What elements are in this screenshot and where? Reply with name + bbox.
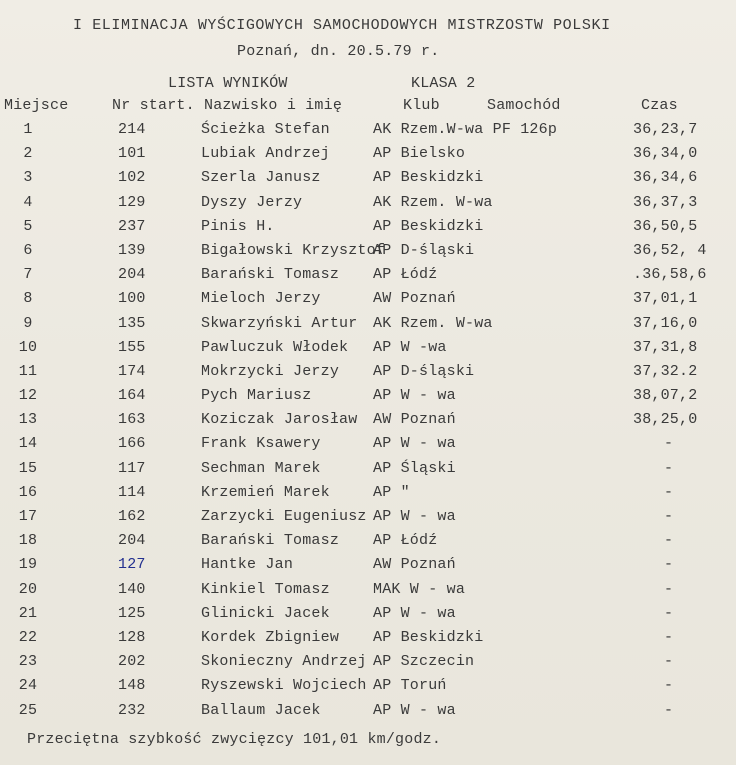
time-cell: 36,23,7 — [633, 121, 698, 138]
name-cell: Ryszewski Wojciech — [201, 677, 367, 695]
class-label: KLASA 2 — [411, 75, 476, 92]
start-number-cell: 117 — [118, 459, 146, 477]
time-cell: - — [664, 532, 674, 550]
club-cell: AP D-śląski — [373, 362, 475, 380]
name-cell: Kordek Zbigniew — [201, 628, 340, 646]
time-cell: 37,31,8 — [633, 338, 698, 356]
table-row — [0, 435, 736, 459]
club-cell: AK Rzem.W-wa PF 126p — [373, 121, 558, 138]
table-row — [0, 363, 736, 387]
time-cell: 36,50,5 — [633, 217, 698, 235]
table-row — [0, 169, 736, 193]
table-row — [0, 532, 736, 556]
place-cell: 11 — [18, 362, 38, 380]
start-number-cell: 214 — [118, 121, 146, 138]
club-cell: AP Łódź — [373, 532, 438, 550]
place-cell: 9 — [23, 314, 33, 332]
start-number-cell: 202 — [118, 653, 146, 671]
club-cell: AP Beskidzki — [373, 169, 484, 187]
club-cell: AP Łódź — [373, 266, 438, 284]
place-cell: 4 — [23, 193, 33, 211]
column-header-place: Miejsce — [4, 97, 69, 114]
time-cell: 37,16,0 — [633, 314, 698, 332]
table-row — [0, 653, 736, 677]
place-cell: 25 — [18, 701, 38, 719]
table-row — [0, 581, 736, 605]
place-cell: 23 — [18, 653, 38, 671]
start-number-cell: 135 — [118, 314, 146, 332]
time-cell: - — [664, 435, 674, 453]
time-cell: - — [664, 508, 674, 525]
time-cell: 38,07,2 — [633, 387, 698, 405]
club-cell: AP Toruń — [373, 677, 447, 695]
name-cell: Koziczak Jarosław — [201, 411, 358, 429]
table-row — [0, 315, 736, 339]
name-cell: Pych Mariusz — [201, 387, 312, 405]
club-cell: AP Beskidzki — [373, 217, 484, 235]
table-row — [0, 339, 736, 363]
table-row — [0, 290, 736, 314]
time-cell: - — [664, 653, 674, 671]
name-cell: Glinicki Jacek — [201, 604, 330, 622]
column-header-time: Czas — [641, 97, 678, 114]
start-number-cell: 237 — [118, 217, 146, 235]
column-header-car: Samochód — [487, 97, 561, 114]
place-cell: 12 — [18, 387, 38, 405]
start-number-cell: 163 — [118, 411, 146, 429]
place-cell: 10 — [18, 338, 38, 356]
club-cell: AW Poznań — [373, 556, 456, 574]
time-cell: 36,34,0 — [633, 145, 698, 163]
club-cell: AW Poznań — [373, 411, 456, 429]
place-cell: 2 — [23, 145, 33, 163]
place-cell: 16 — [18, 483, 38, 501]
name-cell: Barański Tomasz — [201, 266, 340, 284]
start-number-cell: 140 — [118, 580, 146, 598]
club-cell: AP D-śląski — [373, 241, 475, 259]
column-header-club: Klub — [403, 97, 440, 114]
place-date: Poznań, dn. 20.5.79 r. — [237, 43, 440, 60]
club-cell: AP " — [373, 483, 410, 501]
start-number-cell: 128 — [118, 628, 146, 646]
place-cell: 3 — [23, 169, 33, 187]
time-cell: - — [664, 604, 674, 622]
name-cell: Mokrzycki Jerzy — [201, 362, 340, 380]
club-cell: AP W - wa — [373, 387, 456, 405]
table-row — [0, 605, 736, 629]
place-cell: 6 — [23, 241, 33, 259]
table-row — [0, 266, 736, 290]
name-cell: Skwarzyński Artur — [201, 314, 358, 332]
start-number-cell: 114 — [118, 483, 146, 501]
table-row — [0, 242, 736, 266]
table-row — [0, 629, 736, 653]
table-row — [0, 702, 736, 726]
start-number-cell: 127 — [118, 556, 146, 574]
place-cell: 8 — [23, 290, 33, 308]
place-cell: 20 — [18, 580, 38, 598]
start-number-cell: 164 — [118, 387, 146, 405]
column-header-name: Nazwisko i imię — [204, 97, 343, 114]
table-row — [0, 556, 736, 580]
start-number-cell: 129 — [118, 193, 146, 211]
table-row — [0, 387, 736, 411]
name-cell: Ścieżka Stefan — [201, 121, 330, 138]
time-cell: 37,01,1 — [633, 290, 698, 308]
time-cell: 36,37,3 — [633, 193, 698, 211]
club-cell: AP Śląski — [373, 459, 456, 477]
club-cell: AP W - wa — [373, 604, 456, 622]
club-cell: AP Bielsko — [373, 145, 466, 163]
start-number-cell: 139 — [118, 241, 146, 259]
club-cell: AP Beskidzki — [373, 628, 484, 646]
name-cell: Ballaum Jacek — [201, 701, 321, 719]
list-label: LISTA WYNIKÓW — [168, 75, 288, 92]
place-cell: 15 — [18, 459, 38, 477]
place-cell: 17 — [18, 508, 38, 525]
name-cell: Dyszy Jerzy — [201, 193, 303, 211]
place-cell: 22 — [18, 628, 38, 646]
club-cell: AP W - wa — [373, 701, 456, 719]
table-row — [0, 121, 736, 145]
start-number-cell: 232 — [118, 701, 146, 719]
table-row — [0, 460, 736, 484]
time-cell: 38,25,0 — [633, 411, 698, 429]
start-number-cell: 125 — [118, 604, 146, 622]
club-cell: AK Rzem. W-wa — [373, 314, 493, 332]
name-cell: Skonieczny Andrzej — [201, 653, 367, 671]
name-cell: Lubiak Andrzej — [201, 145, 330, 163]
start-number-cell: 204 — [118, 532, 146, 550]
place-cell: 13 — [18, 411, 38, 429]
name-cell: Krzemień Marek — [201, 483, 330, 501]
start-number-cell: 100 — [118, 290, 146, 308]
start-number-cell: 148 — [118, 677, 146, 695]
place-cell: 19 — [18, 556, 38, 574]
time-cell: - — [664, 628, 674, 646]
table-row — [0, 218, 736, 242]
time-cell: - — [664, 556, 674, 574]
name-cell: Mieloch Jerzy — [201, 290, 321, 308]
start-number-cell: 162 — [118, 508, 146, 525]
time-cell: - — [664, 701, 674, 719]
start-number-cell: 166 — [118, 435, 146, 453]
place-cell: 14 — [18, 435, 38, 453]
column-header-start-no: Nr start. — [112, 97, 195, 114]
place-cell: 21 — [18, 604, 38, 622]
time-cell: - — [664, 459, 674, 477]
place-cell: 24 — [18, 677, 38, 695]
name-cell: Frank Ksawery — [201, 435, 321, 453]
club-cell: AW Poznań — [373, 290, 456, 308]
time-cell: .36,58,6 — [633, 266, 707, 284]
average-speed-note: Przeciętna szybkość zwycięzcy 101,01 km/godz. — [27, 731, 442, 748]
table-row — [0, 194, 736, 218]
time-cell: 36,34,6 — [633, 169, 698, 187]
start-number-cell: 102 — [118, 169, 146, 187]
name-cell: Bigałowski Krzysztof — [201, 241, 386, 259]
time-cell: - — [664, 483, 674, 501]
club-cell: AP W - wa — [373, 508, 456, 525]
club-cell: MAK W - wa — [373, 580, 466, 598]
time-cell: - — [664, 580, 674, 598]
start-number-cell: 174 — [118, 362, 146, 380]
club-cell: AP W -wa — [373, 338, 447, 356]
table-row — [0, 677, 736, 701]
name-cell: Pinis H. — [201, 217, 275, 235]
table-row — [0, 145, 736, 169]
name-cell: Sechman Marek — [201, 459, 321, 477]
name-cell: Zarzycki Eugeniusz — [201, 508, 367, 525]
time-cell: - — [664, 677, 674, 695]
start-number-cell: 101 — [118, 145, 146, 163]
name-cell: Hantke Jan — [201, 556, 294, 574]
table-row — [0, 411, 736, 435]
time-cell: 36,52, 4 — [633, 241, 707, 259]
start-number-cell: 155 — [118, 338, 146, 356]
name-cell: Barański Tomasz — [201, 532, 340, 550]
name-cell: Kinkiel Tomasz — [201, 580, 330, 598]
name-cell: Szerla Janusz — [201, 169, 321, 187]
table-row — [0, 508, 736, 532]
name-cell: Pawluczuk Włodek — [201, 338, 349, 356]
document-title: I ELIMINACJA WYŚCIGOWYCH SAMOCHODOWYCH MISTRZOSTW POLSKI — [73, 17, 611, 34]
club-cell: AP W - wa — [373, 435, 456, 453]
club-cell: AP Szczecin — [373, 653, 475, 671]
place-cell: 5 — [23, 217, 33, 235]
results-table — [0, 121, 736, 726]
club-cell: AK Rzem. W-wa — [373, 193, 493, 211]
table-row — [0, 484, 736, 508]
place-cell: 7 — [23, 266, 33, 284]
place-cell: 18 — [18, 532, 38, 550]
start-number-cell: 204 — [118, 266, 146, 284]
time-cell: 37,32.2 — [633, 362, 698, 380]
place-cell: 1 — [23, 121, 33, 138]
